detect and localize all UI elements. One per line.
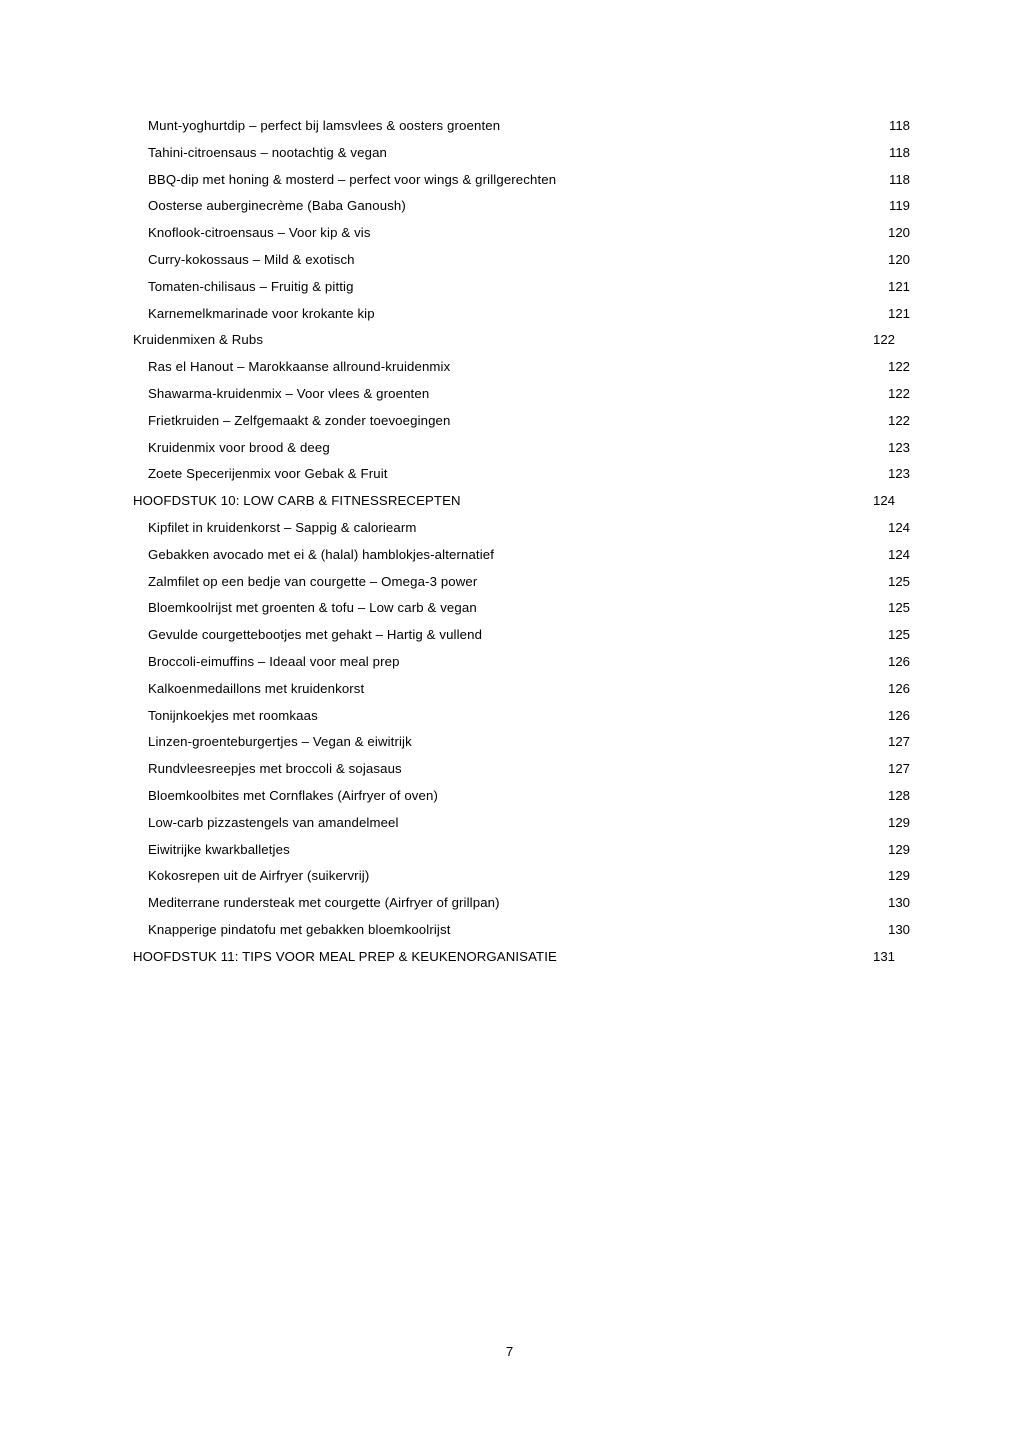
toc-dot-leader: [406, 197, 876, 210]
toc-entry[interactable]: [133, 327, 895, 354]
toc-entry-title: BBQ-dip met honing & mosterd – perfect voor wings & grillgerechten: [148, 171, 557, 187]
toc-dot-leader: [477, 599, 876, 612]
toc-entry[interactable]: [133, 381, 910, 408]
toc-entry[interactable]: [133, 461, 910, 488]
toc-entry-title: Eiwitrijke kwarkballetjes: [148, 841, 290, 857]
toc-entry[interactable]: [133, 167, 910, 194]
toc-entry-page-number: 124: [887, 546, 910, 562]
toc-entry-page-number: 125: [887, 627, 910, 643]
toc-entry-page-number: 118: [888, 144, 910, 160]
toc-entry[interactable]: [133, 274, 910, 301]
toc-entry-page-number: 130: [887, 895, 910, 911]
toc-entry[interactable]: [133, 354, 910, 381]
toc-entry-title: Rundvleesreepjes met broccoli & sojasaus: [148, 761, 402, 777]
toc-entry[interactable]: [133, 756, 910, 783]
toc-entry-title: Bloemkoolrijst met groenten & tofu – Low carb & vegan: [148, 600, 477, 616]
toc-dot-leader: [388, 465, 876, 478]
toc-entry-title: Gevulde courgettebootjes met gehakt – Hartig & vullend: [148, 627, 483, 643]
toc-entry[interactable]: [133, 837, 910, 864]
toc-dot-leader: [290, 840, 876, 853]
toc-entry-page-number: 122: [872, 332, 895, 348]
toc-dot-leader: [500, 117, 876, 130]
toc-entry-title: Tahini-citroensaus – nootachtig & vegan: [148, 144, 388, 160]
toc-entry[interactable]: [133, 247, 910, 274]
toc-dot-leader: [461, 492, 861, 505]
toc-entry-page-number: 123: [887, 439, 910, 455]
toc-dot-leader: [477, 572, 876, 585]
toc-entry-page-number: 127: [887, 734, 910, 750]
toc-entry-page-number: 127: [887, 761, 910, 777]
toc-dot-leader: [557, 948, 861, 961]
toc-entry-title: Linzen-groenteburgertjes – Vegan & eiwitrijk: [148, 734, 412, 750]
toc-entry[interactable]: [133, 569, 910, 596]
toc-entry-title: Gebakken avocado met ei & (halal) hamblokjes-alternatief: [148, 546, 495, 562]
toc-dot-leader: [387, 144, 876, 157]
toc-entry-page-number: 122: [887, 385, 910, 401]
toc-entry-title: Kipfilet in kruidenkorst – Sappig & caloriearm: [148, 519, 417, 535]
toc-dot-leader: [263, 331, 861, 344]
toc-dot-leader: [451, 921, 876, 934]
toc-entry-page-number: 128: [887, 787, 910, 803]
toc-entry[interactable]: [133, 408, 910, 435]
toc-entry[interactable]: [133, 944, 895, 971]
toc-entry[interactable]: [133, 301, 910, 328]
toc-entry-page-number: 120: [887, 225, 910, 241]
toc-dot-leader: [500, 894, 876, 907]
table-of-contents: [133, 113, 910, 971]
toc-entry-title: Kruidenmixen & Rubs: [133, 332, 264, 348]
toc-dot-leader: [402, 760, 876, 773]
toc-dot-leader: [355, 251, 876, 264]
toc-entry[interactable]: [133, 890, 910, 917]
toc-entry[interactable]: [133, 917, 910, 944]
toc-entry[interactable]: [133, 542, 910, 569]
toc-entry-title: Mediterrane rundersteak met courgette (Airfryer of grillpan): [148, 895, 500, 911]
toc-dot-leader: [416, 519, 876, 532]
toc-entry-title: Karnemelkmarinade voor krokante kip: [148, 305, 375, 321]
toc-entry-page-number: 121: [887, 305, 910, 321]
page-number-footer: 7: [505, 1344, 514, 1359]
toc-entry-title: Kokosrepen uit de Airfryer (suikervrij): [148, 868, 370, 884]
toc-entry-title: HOOFDSTUK 10: LOW CARB & FITNESSRECEPTEN: [133, 493, 461, 509]
toc-entry-page-number: 126: [887, 653, 910, 669]
toc-entry-title: HOOFDSTUK 11: TIPS VOOR MEAL PREP & KEUKENORGANISATIE: [133, 948, 557, 964]
toc-entry-title: Kalkoenmedaillons met kruidenkorst: [148, 680, 365, 696]
toc-dot-leader: [494, 546, 876, 559]
toc-dot-leader: [400, 653, 876, 666]
toc-dot-leader: [482, 626, 876, 639]
toc-entry-title: Bloemkoolbites met Cornflakes (Airfryer of oven): [148, 787, 438, 803]
toc-entry-title: Oosterse auberginecrème (Baba Ganoush): [148, 198, 406, 214]
toc-entry-page-number: 118: [888, 118, 910, 133]
toc-entry[interactable]: [133, 113, 910, 140]
toc-dot-leader: [451, 412, 877, 425]
toc-entry-page-number: 125: [887, 573, 910, 589]
toc-dot-leader: [438, 787, 876, 800]
toc-entry[interactable]: [133, 220, 910, 247]
toc-entry-title: Tomaten-chilisaus – Fruitig & pittig: [148, 278, 354, 294]
toc-entry-page-number: 121: [887, 278, 910, 294]
toc-entry-page-number: 120: [887, 251, 910, 267]
toc-entry[interactable]: [133, 435, 910, 462]
toc-entry[interactable]: [133, 649, 910, 676]
toc-dot-leader: [364, 680, 876, 693]
toc-entry-title: Curry-kokossaus – Mild & exotisch: [148, 251, 355, 267]
toc-entry-title: Low-carb pizzastengels van amandelmeel: [148, 814, 399, 830]
toc-dot-leader: [450, 358, 876, 371]
toc-entry[interactable]: [133, 515, 910, 542]
toc-entry-page-number: 118: [888, 171, 910, 187]
toc-entry-page-number: 131: [872, 948, 895, 964]
toc-entry[interactable]: [133, 783, 910, 810]
toc-dot-leader: [330, 438, 876, 451]
toc-dot-leader: [412, 733, 876, 746]
toc-dot-leader: [375, 304, 876, 317]
toc-entry-title: Zalmfilet op een bedje van courgette – Omega-3 power: [148, 573, 478, 589]
toc-entry[interactable]: [133, 140, 910, 167]
toc-dot-leader: [354, 278, 876, 291]
toc-entry-title: Broccoli-eimuffins – Ideaal voor meal prep: [148, 653, 400, 669]
toc-entry-page-number: 129: [887, 868, 910, 884]
toc-entry[interactable]: [133, 729, 910, 756]
toc-entry-title: Shawarma-kruidenmix – Voor vlees & groenten: [148, 385, 430, 401]
toc-entry[interactable]: [133, 863, 910, 890]
toc-entry-page-number: 124: [872, 493, 895, 509]
toc-entry-title: Tonijnkoekjes met roomkaas: [148, 707, 318, 723]
toc-entry-page-number: 123: [887, 466, 910, 482]
toc-entry-page-number: 125: [887, 600, 910, 616]
toc-dot-leader: [371, 224, 876, 237]
toc-dot-leader: [369, 867, 876, 880]
toc-entry[interactable]: [133, 622, 910, 649]
toc-entry-title: Munt-yoghurtdip – perfect bij lamsvlees & oosters groenten: [148, 118, 501, 133]
toc-entry-title: Knoflook-citroensaus – Voor kip & vis: [148, 225, 371, 241]
toc-entry[interactable]: [133, 193, 910, 220]
toc-entry-page-number: 124: [887, 519, 910, 535]
toc-entry-page-number: 126: [887, 707, 910, 723]
toc-entry-title: Zoete Specerijenmix voor Gebak & Fruit: [148, 466, 388, 482]
toc-entry-title: Ras el Hanout – Marokkaanse allround-kruidenmix: [148, 359, 451, 375]
toc-entry-page-number: 122: [887, 359, 910, 375]
toc-entry[interactable]: [133, 810, 910, 837]
toc-entry-title: Frietkruiden – Zelfgemaakt & zonder toevoegingen: [148, 412, 451, 428]
toc-entry-page-number: 129: [887, 814, 910, 830]
toc-dot-leader: [318, 706, 876, 719]
toc-entry-page-number: 122: [887, 412, 910, 428]
toc-entry-page-number: 130: [887, 921, 910, 937]
toc-entry-page-number: 119: [888, 198, 910, 214]
toc-entry[interactable]: [133, 488, 895, 515]
toc-entry[interactable]: [133, 703, 910, 730]
toc-dot-leader: [429, 385, 876, 398]
toc-entry-title: Kruidenmix voor brood & deeg: [148, 439, 330, 455]
toc-entry-title: Knapperige pindatofu met gebakken bloemkoolrijst: [148, 921, 451, 937]
toc-dot-leader: [556, 170, 876, 183]
toc-entry-page-number: 126: [887, 680, 910, 696]
toc-entry[interactable]: [133, 676, 910, 703]
toc-dot-leader: [399, 814, 876, 827]
toc-entry[interactable]: [133, 595, 910, 622]
toc-entry-page-number: 129: [887, 841, 910, 857]
